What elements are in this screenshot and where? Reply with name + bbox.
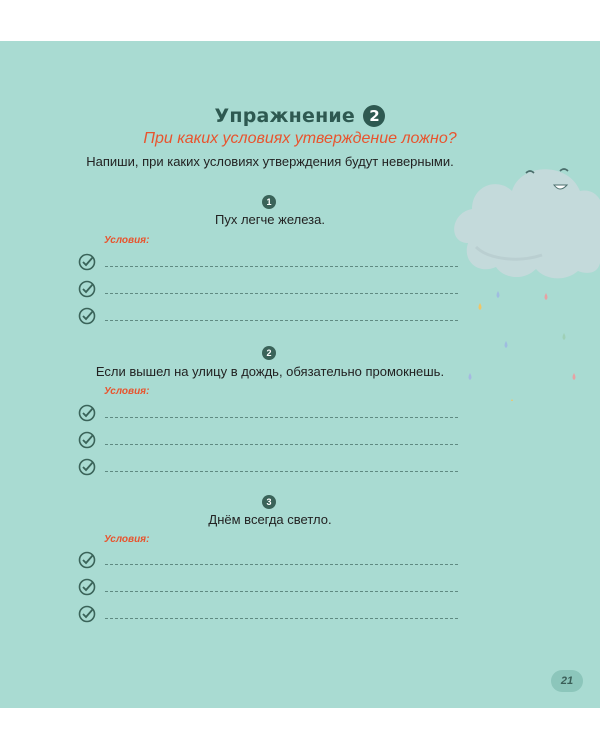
check-circle-icon [78, 458, 96, 476]
answer-line[interactable] [78, 280, 458, 298]
condition-label: Условия: [104, 235, 150, 246]
item-statement: Пух легче железа. [215, 212, 325, 227]
check-circle-icon [78, 551, 96, 569]
answer-line[interactable] [78, 404, 458, 422]
dashed-line [105, 471, 458, 472]
page-number: 21 [551, 670, 583, 692]
dashed-line [105, 293, 458, 294]
condition-label: Условия: [104, 386, 150, 397]
answer-line[interactable] [78, 551, 458, 569]
answer-line[interactable] [78, 431, 458, 449]
item-number-badge: 1 [262, 195, 276, 209]
exercise-number-badge: 2 [363, 105, 385, 127]
item-statement: Днём всегда светло. [208, 512, 332, 527]
check-circle-icon [78, 404, 96, 422]
answer-line[interactable] [78, 605, 458, 623]
dashed-line [105, 417, 458, 418]
answer-line[interactable] [78, 458, 458, 476]
dashed-line [105, 444, 458, 445]
check-circle-icon [78, 253, 96, 271]
answer-line[interactable] [78, 578, 458, 596]
check-circle-icon [78, 578, 96, 596]
exercise-instruction: Напиши, при каких условиях утверждения будут неверными. [86, 154, 454, 169]
exercise-subtitle: При каких условиях утверждение ложно? [143, 130, 457, 147]
check-circle-icon [78, 605, 96, 623]
check-circle-icon [78, 431, 96, 449]
exercise-title-row [0, 105, 600, 127]
item-number-badge: 2 [262, 346, 276, 360]
answer-line[interactable] [78, 307, 458, 325]
dashed-line [105, 618, 458, 619]
answer-line[interactable] [78, 253, 458, 271]
exercise-title: Упражнение [214, 105, 355, 127]
check-circle-icon [78, 307, 96, 325]
check-circle-icon [78, 280, 96, 298]
dashed-line [105, 266, 458, 267]
item-statement: Если вышел на улицу в дождь, обязательно промокнешь. [95, 364, 445, 379]
item-number-badge: 3 [262, 495, 276, 509]
dashed-line [105, 591, 458, 592]
workbook-page [0, 41, 600, 708]
dashed-line [105, 320, 458, 321]
condition-label: Условия: [104, 534, 150, 545]
dashed-line [105, 564, 458, 565]
